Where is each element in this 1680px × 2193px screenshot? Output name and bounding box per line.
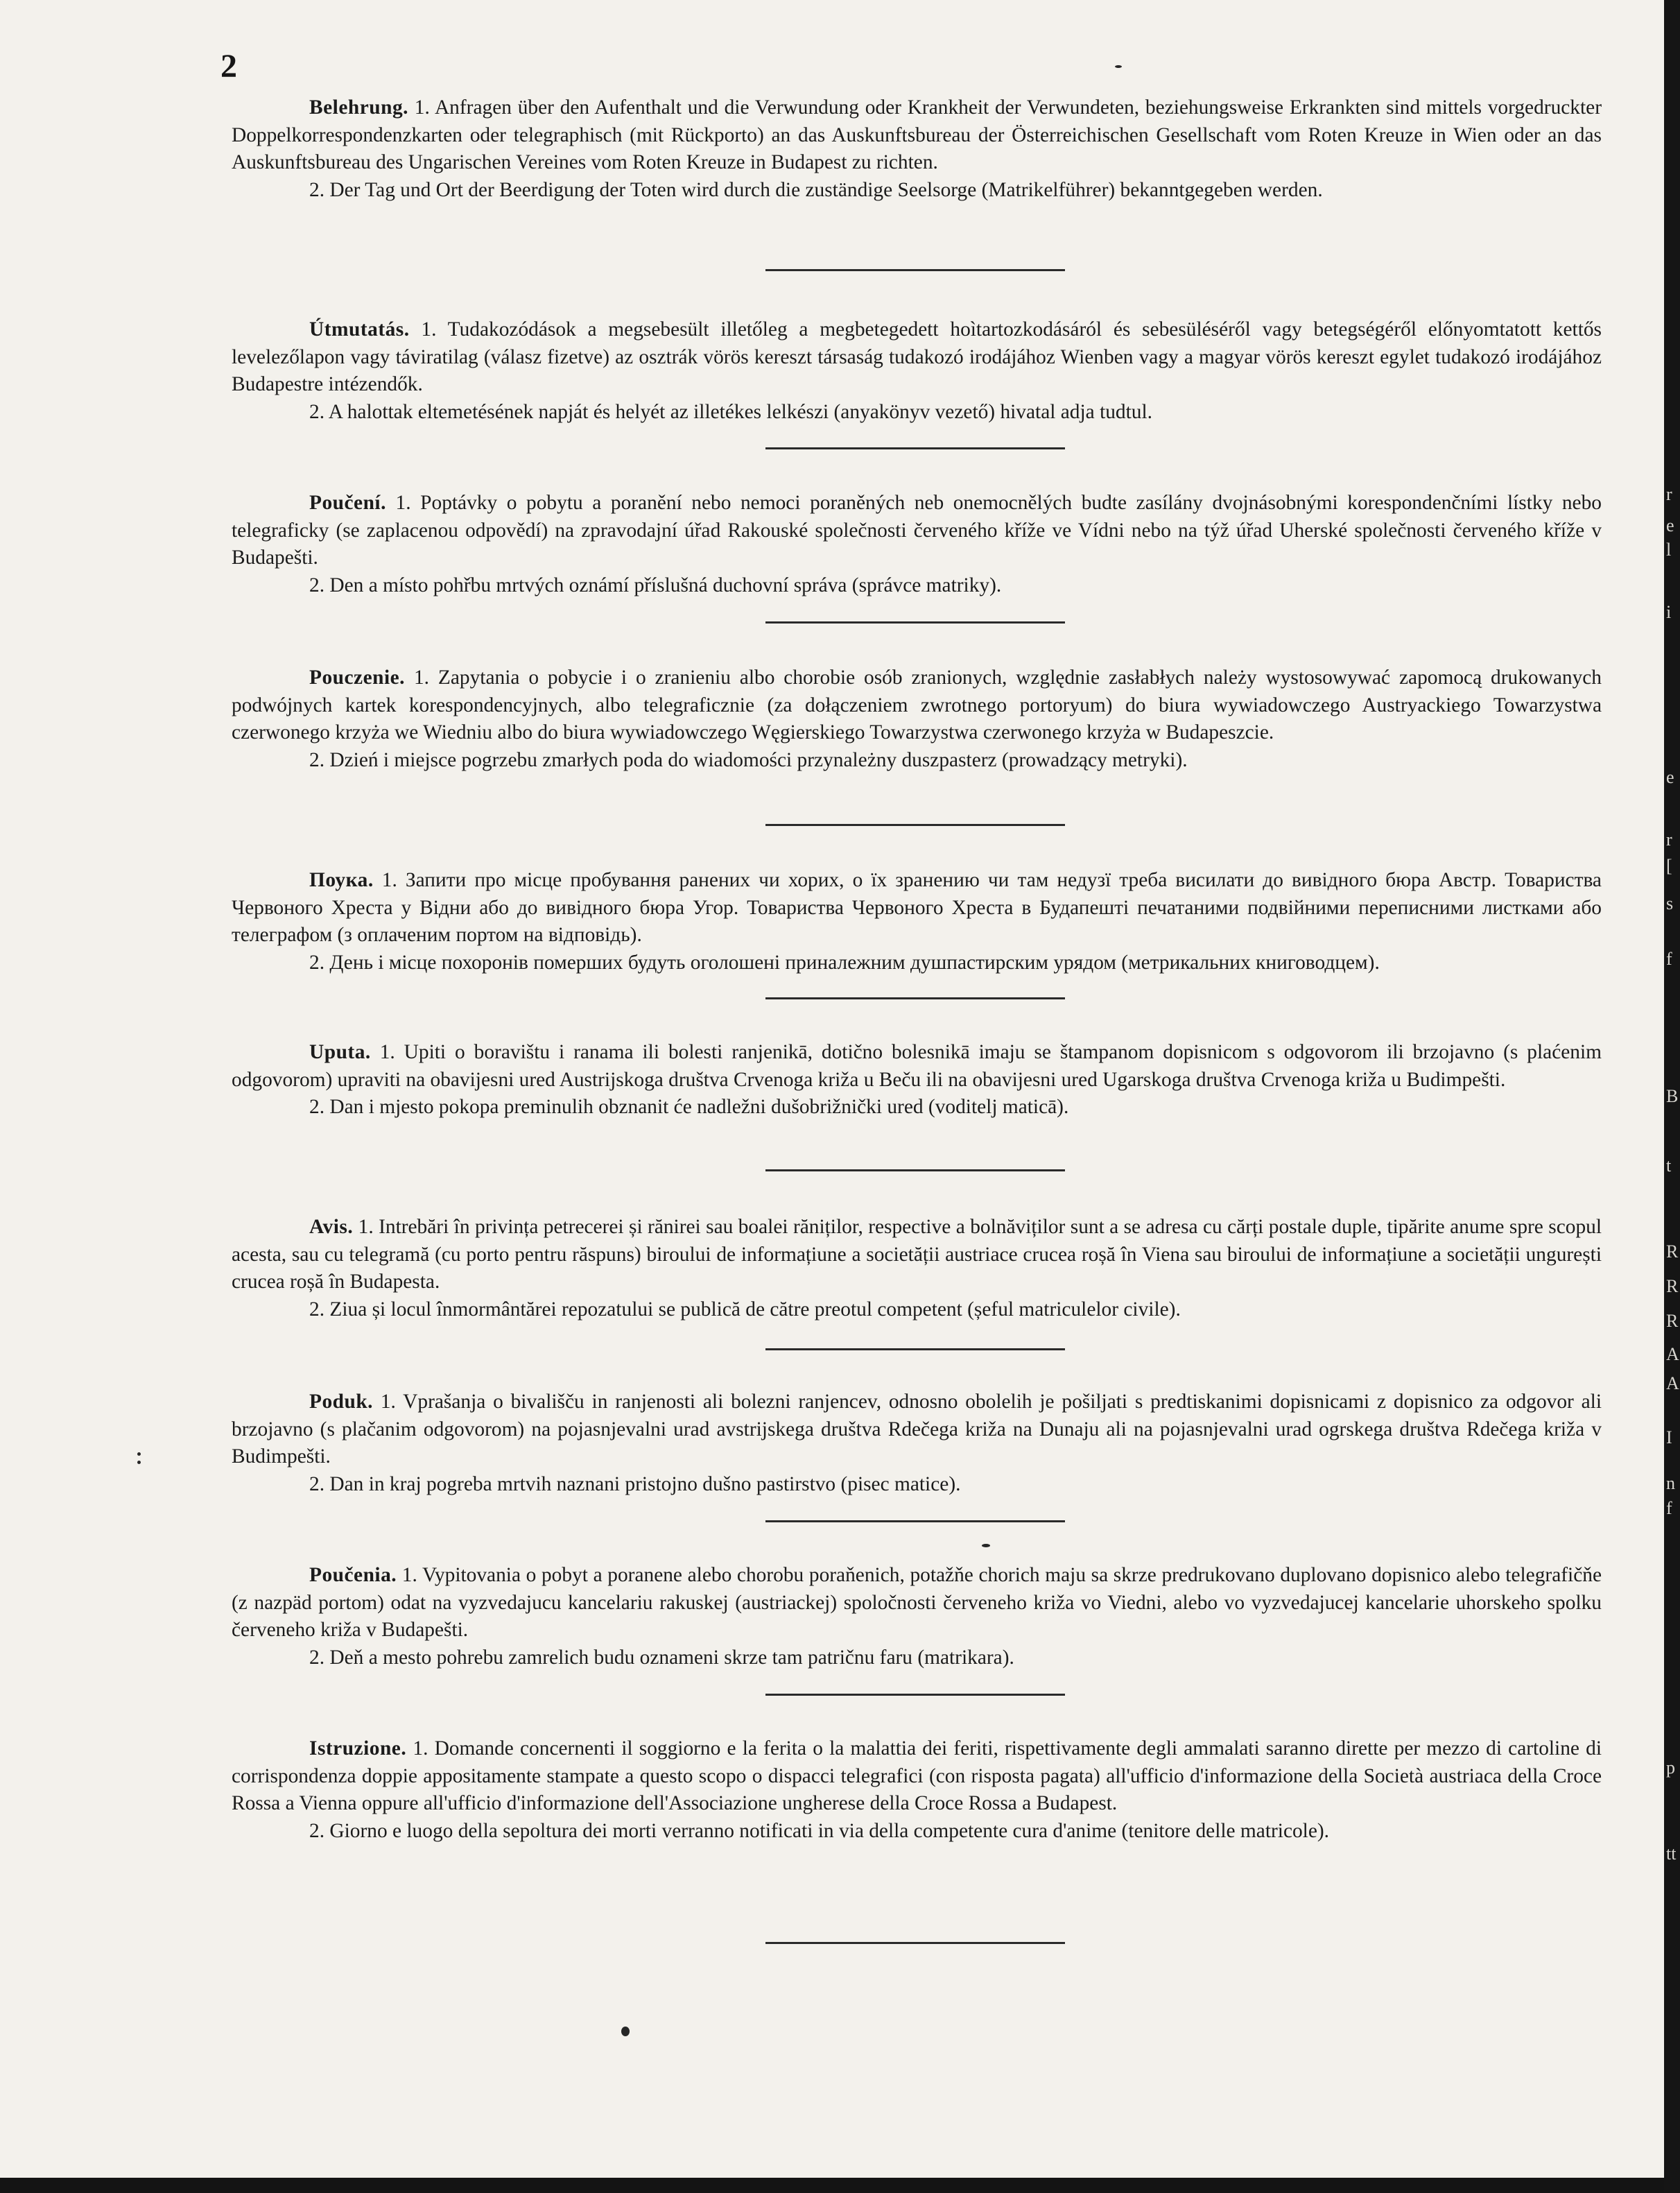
section-heading: Поука. xyxy=(309,869,374,891)
section-heading: Poučení. xyxy=(309,492,386,514)
edge-glyph: l xyxy=(1666,540,1672,560)
paragraph-text: 1. Запити про місце пробування ранених чи хорих, о їх зранению чи там недузї треба висилати до вивідного бюра Австр. Товариства Червоного Хреста у Відни або до вивідного бюра Угор. Товариства Червоного Хреста в Будапешті печатаними подвійними переписними листками або телеграфом (з оплаченим портом на відповідь). xyxy=(232,869,1602,946)
paragraph-1 xyxy=(232,1388,1602,1471)
section-czech xyxy=(232,490,1602,599)
paragraph-text: 1. Upiti o boravištu i ranama ili bolesti ranjenikā, dotično bolesnikā imaju se štampanom dopisnicom s odgovorom ili brzojavno (s plaćenim odgovorom) upraviti na obavijesni ured Austrijskoga društva Crvenoga križa u Beču ili na obavijesni ured Ugarskoga društva Crvenoga križa u Budimpešti. xyxy=(232,1041,1602,1091)
section-german xyxy=(232,94,1602,204)
paragraph-text: 1. Intrebări în privința petrecerei și rănirei sau boalei răniților, respective a bolnăviților sunt a se adresa cu cărți postale duple, tipărite anume spre scopul acesta, sau cu telegramă (cu porto pentru răspuns) biroului de informațiune a societății austriace crucea roșă în Viena sau biroului de informațiune a societății ungurești crucea roșă în Budapesta. xyxy=(232,1216,1602,1293)
paragraph-2: 2. День і місце похоронів померших будуть оголошені приналежним душпастирским урядом (метрикальних книговодцем). xyxy=(309,951,1380,974)
paragraph-2: 2. Ziua și locul înmormântărei repozatului se publică de către preotul competent (șeful matriculelor civile). xyxy=(309,1298,1181,1321)
edge-glyph: n xyxy=(1666,1473,1675,1493)
section-heading: Útmutatás. xyxy=(309,318,410,341)
edge-glyph: i xyxy=(1666,602,1672,622)
section-polish xyxy=(232,664,1602,774)
paragraph-2: 2. Dan i mjesto pokopa preminulih obznanit će nadležni dušobrižnički ured (voditelj maticā). xyxy=(309,1096,1069,1118)
edge-glyph: [ xyxy=(1666,856,1672,876)
section-heading: Uputa. xyxy=(309,1041,371,1063)
edge-glyph: f xyxy=(1666,949,1672,969)
section-croatian xyxy=(232,1039,1602,1121)
edge-glyph: s xyxy=(1666,893,1674,913)
scan-speck xyxy=(137,1452,141,1456)
edge-glyph: A xyxy=(1666,1373,1679,1393)
section-divider xyxy=(765,1348,1065,1350)
paragraph-text: 1. Vypitovania o pobyt a poranene alebo chorobu poraňenich, potažňe chorich maju sa skrze predrukovano duplovano dopisnico alebo telegrafičňe (z nazpäd portom) odat na vyzvedajucu kancelariu rakuskej (austriackej) spoločnosti červeneho križa vo Viedni, alebo vo vyzvedajucej kancelarie uhorskeho spolku červeneho križa v Budapešti. xyxy=(232,1564,1602,1641)
paragraph-2: 2. Dan in kraj pogreba mrtvih naznani pristojno dušno pastirstvo (pisec matice). xyxy=(309,1472,961,1495)
paragraph-1 xyxy=(232,1735,1602,1818)
edge-glyph: e xyxy=(1666,767,1674,787)
section-divider xyxy=(765,621,1065,624)
section-slovak xyxy=(232,1562,1602,1671)
paragraph-text: 1. Anfragen über den Aufenthalt und die Verwundung oder Krankheit der Verwundeten, beziehungsweise Erkrankten sind mittels vorgedruckter Doppelkorrespondenzkarten oder telegraphisch (mit Rückporto) an das Auskunftsbureau der Österreichischen Gesellschaft vom Roten Kreuze in Wien oder an das Auskunftsbureau des Ungarischen Vereines vom Roten Kreuze in Budapest zu richten. xyxy=(232,96,1602,173)
edge-glyph: t xyxy=(1666,1155,1672,1176)
section-heading: Pouczenie. xyxy=(309,666,406,689)
edge-glyph: e xyxy=(1666,515,1674,535)
section-slovene xyxy=(232,1388,1602,1498)
edge-glyph: R xyxy=(1666,1311,1679,1331)
paragraph-1 xyxy=(232,1039,1602,1094)
edge-glyph: R xyxy=(1666,1241,1679,1262)
paragraph-text: 1. Tudakozódások a megsebesült illetőleg a megbetegedett hoìtartozkodásáról és sebesüléséről vagy betegségéről előnyomtatott kettős levelezőlapon vagy táviratilag (válasz fizetve) az osztrák vörös kereszt társaság tudakozó irodájához Wienben vagy a magyar vörös kereszt egylet tudakozó irodájához Budapestre intézendők. xyxy=(232,318,1602,395)
paragraph-2: 2. Dzień i miejsce pogrzebu zmarłych poda do wiadomości przynależny duszpasterz (prowadzący metryki). xyxy=(309,748,1188,771)
section-divider xyxy=(765,824,1065,826)
section-heading: Avis. xyxy=(309,1216,354,1238)
section-divider xyxy=(765,447,1065,449)
edge-glyph: I xyxy=(1666,1427,1672,1447)
section-divider xyxy=(765,269,1065,271)
paragraph-text: 1. Domande concernenti il soggiorno e la ferita o la malattia dei feriti, rispettivamente degli ammalati saranno dirette per mezzo di cartoline di corrispondenza doppie appositamente stampate a questo scopo o dispacci telegrafici (con risposta pagata) all'ufficio d'informazione della Società austriaca della Croce Rossa a Vienna oppure all'ufficio d'informazione dell'Associazione ungherese della Croce Rossa a Budapest. xyxy=(232,1737,1602,1814)
section-divider xyxy=(765,1169,1065,1171)
paragraph-2: 2. Deň a mesto pohrebu zamrelich budu oznamеni skrze tam patričnu faru (matrikara). xyxy=(309,1646,1014,1669)
edge-glyph: R xyxy=(1666,1276,1679,1296)
edge-glyph: B xyxy=(1666,1086,1679,1106)
edge-glyph: p xyxy=(1666,1757,1675,1778)
section-hungarian xyxy=(232,316,1602,426)
paragraph-1 xyxy=(232,664,1602,747)
paragraph-1 xyxy=(232,94,1602,177)
section-ukrainian xyxy=(232,867,1602,977)
paragraph-1 xyxy=(232,490,1602,572)
scan-speck xyxy=(982,1544,990,1547)
section-romanian xyxy=(232,1214,1602,1323)
section-divider xyxy=(765,997,1065,999)
section-heading: Istruzione. xyxy=(309,1737,407,1760)
scan-speck xyxy=(621,2027,630,2036)
paragraph-1 xyxy=(232,1214,1602,1296)
paragraph-2: 2. A halottak eltemetésének napját és helyét az illetékes lelkészi (anyakönyv vezető) hivatal adja tudtul. xyxy=(309,400,1152,423)
section-divider xyxy=(765,1942,1065,1944)
section-italian xyxy=(232,1735,1602,1845)
scan-speck xyxy=(1115,65,1122,68)
paragraph-2: 2. Der Tag und Ort der Beerdigung der Toten wird durch die zuständige Seelsorge (Matrikelführer) bekanntgegeben werden. xyxy=(309,178,1323,201)
edge-glyph: A xyxy=(1666,1344,1679,1364)
paragraph-text: 1. Poptávky o pobytu a poranění nebo nemoci poraněných neb onemocnělých budte zasílány dvojnásobnými korespondenčními lístky nebo telegraficky (se zaplacenou odpovědí) na zpravodajní úřad Rakouské společnosti červeného kříže ve Vídni nebo na týž úřad Uherské společnosti červeného kříže v Budapešti. xyxy=(232,492,1602,569)
section-heading: Poduk. xyxy=(309,1391,374,1413)
paragraph-text: 1. Vprašanja o bivališču in ranjenosti ali bolezni ranjencev, odnosno obolelih je pošiljati s predtiskanimi dopisnicami z dopisnico za odgovor ali brzojavno (s plačanim odgovorom) na pojasnjevalni urad avstrijskega društva Rdečega križa na Dunaju ali na pojasnjevalni urad ogrskega društva Rdečega križa v Budimpešti. xyxy=(232,1391,1602,1468)
edge-glyph: r xyxy=(1666,829,1672,850)
edge-glyph: tt xyxy=(1666,1843,1677,1864)
adjacent-page-edge xyxy=(1664,0,1680,2193)
paragraph-2: 2. Den a místo pohřbu mrtvých oznámí příslušná duchovní správa (správce matriky). xyxy=(309,574,1002,596)
page-number: 2 xyxy=(220,48,237,85)
paragraph-1 xyxy=(232,867,1602,949)
section-divider xyxy=(765,1520,1065,1522)
paragraph-1 xyxy=(232,1562,1602,1644)
edge-glyph: f xyxy=(1666,1498,1672,1518)
section-divider xyxy=(765,1694,1065,1696)
paragraph-text: 1. Zapytania o pobycie i o zranieniu albo chorobie osób zranionych, względnie zasłabłych należy wystosowywać zapomocą drukowanych podwójnych kartek korespondencyjnych, albo telegraficznie (za dołączeniem zwrotnego portoryum) do biura wywiadowczego Austryackiego Towarzystwa czerwonego krzyża we Wiedniu albo do biura wywiadowczego Węgierskiego Towarzystwa czerwonego krzyża w Budapeszcie. xyxy=(232,666,1602,743)
paragraph-2: 2. Giorno e luogo della sepoltura dei morti verranno notificati in via della competente cura d'anime (tenitore delle matricole). xyxy=(309,1819,1330,1842)
section-heading: Belehrung. xyxy=(309,96,408,119)
edge-glyph: r xyxy=(1666,484,1672,504)
scan-speck xyxy=(137,1461,141,1464)
paragraph-1 xyxy=(232,316,1602,399)
section-heading: Poučenia. xyxy=(309,1564,397,1586)
